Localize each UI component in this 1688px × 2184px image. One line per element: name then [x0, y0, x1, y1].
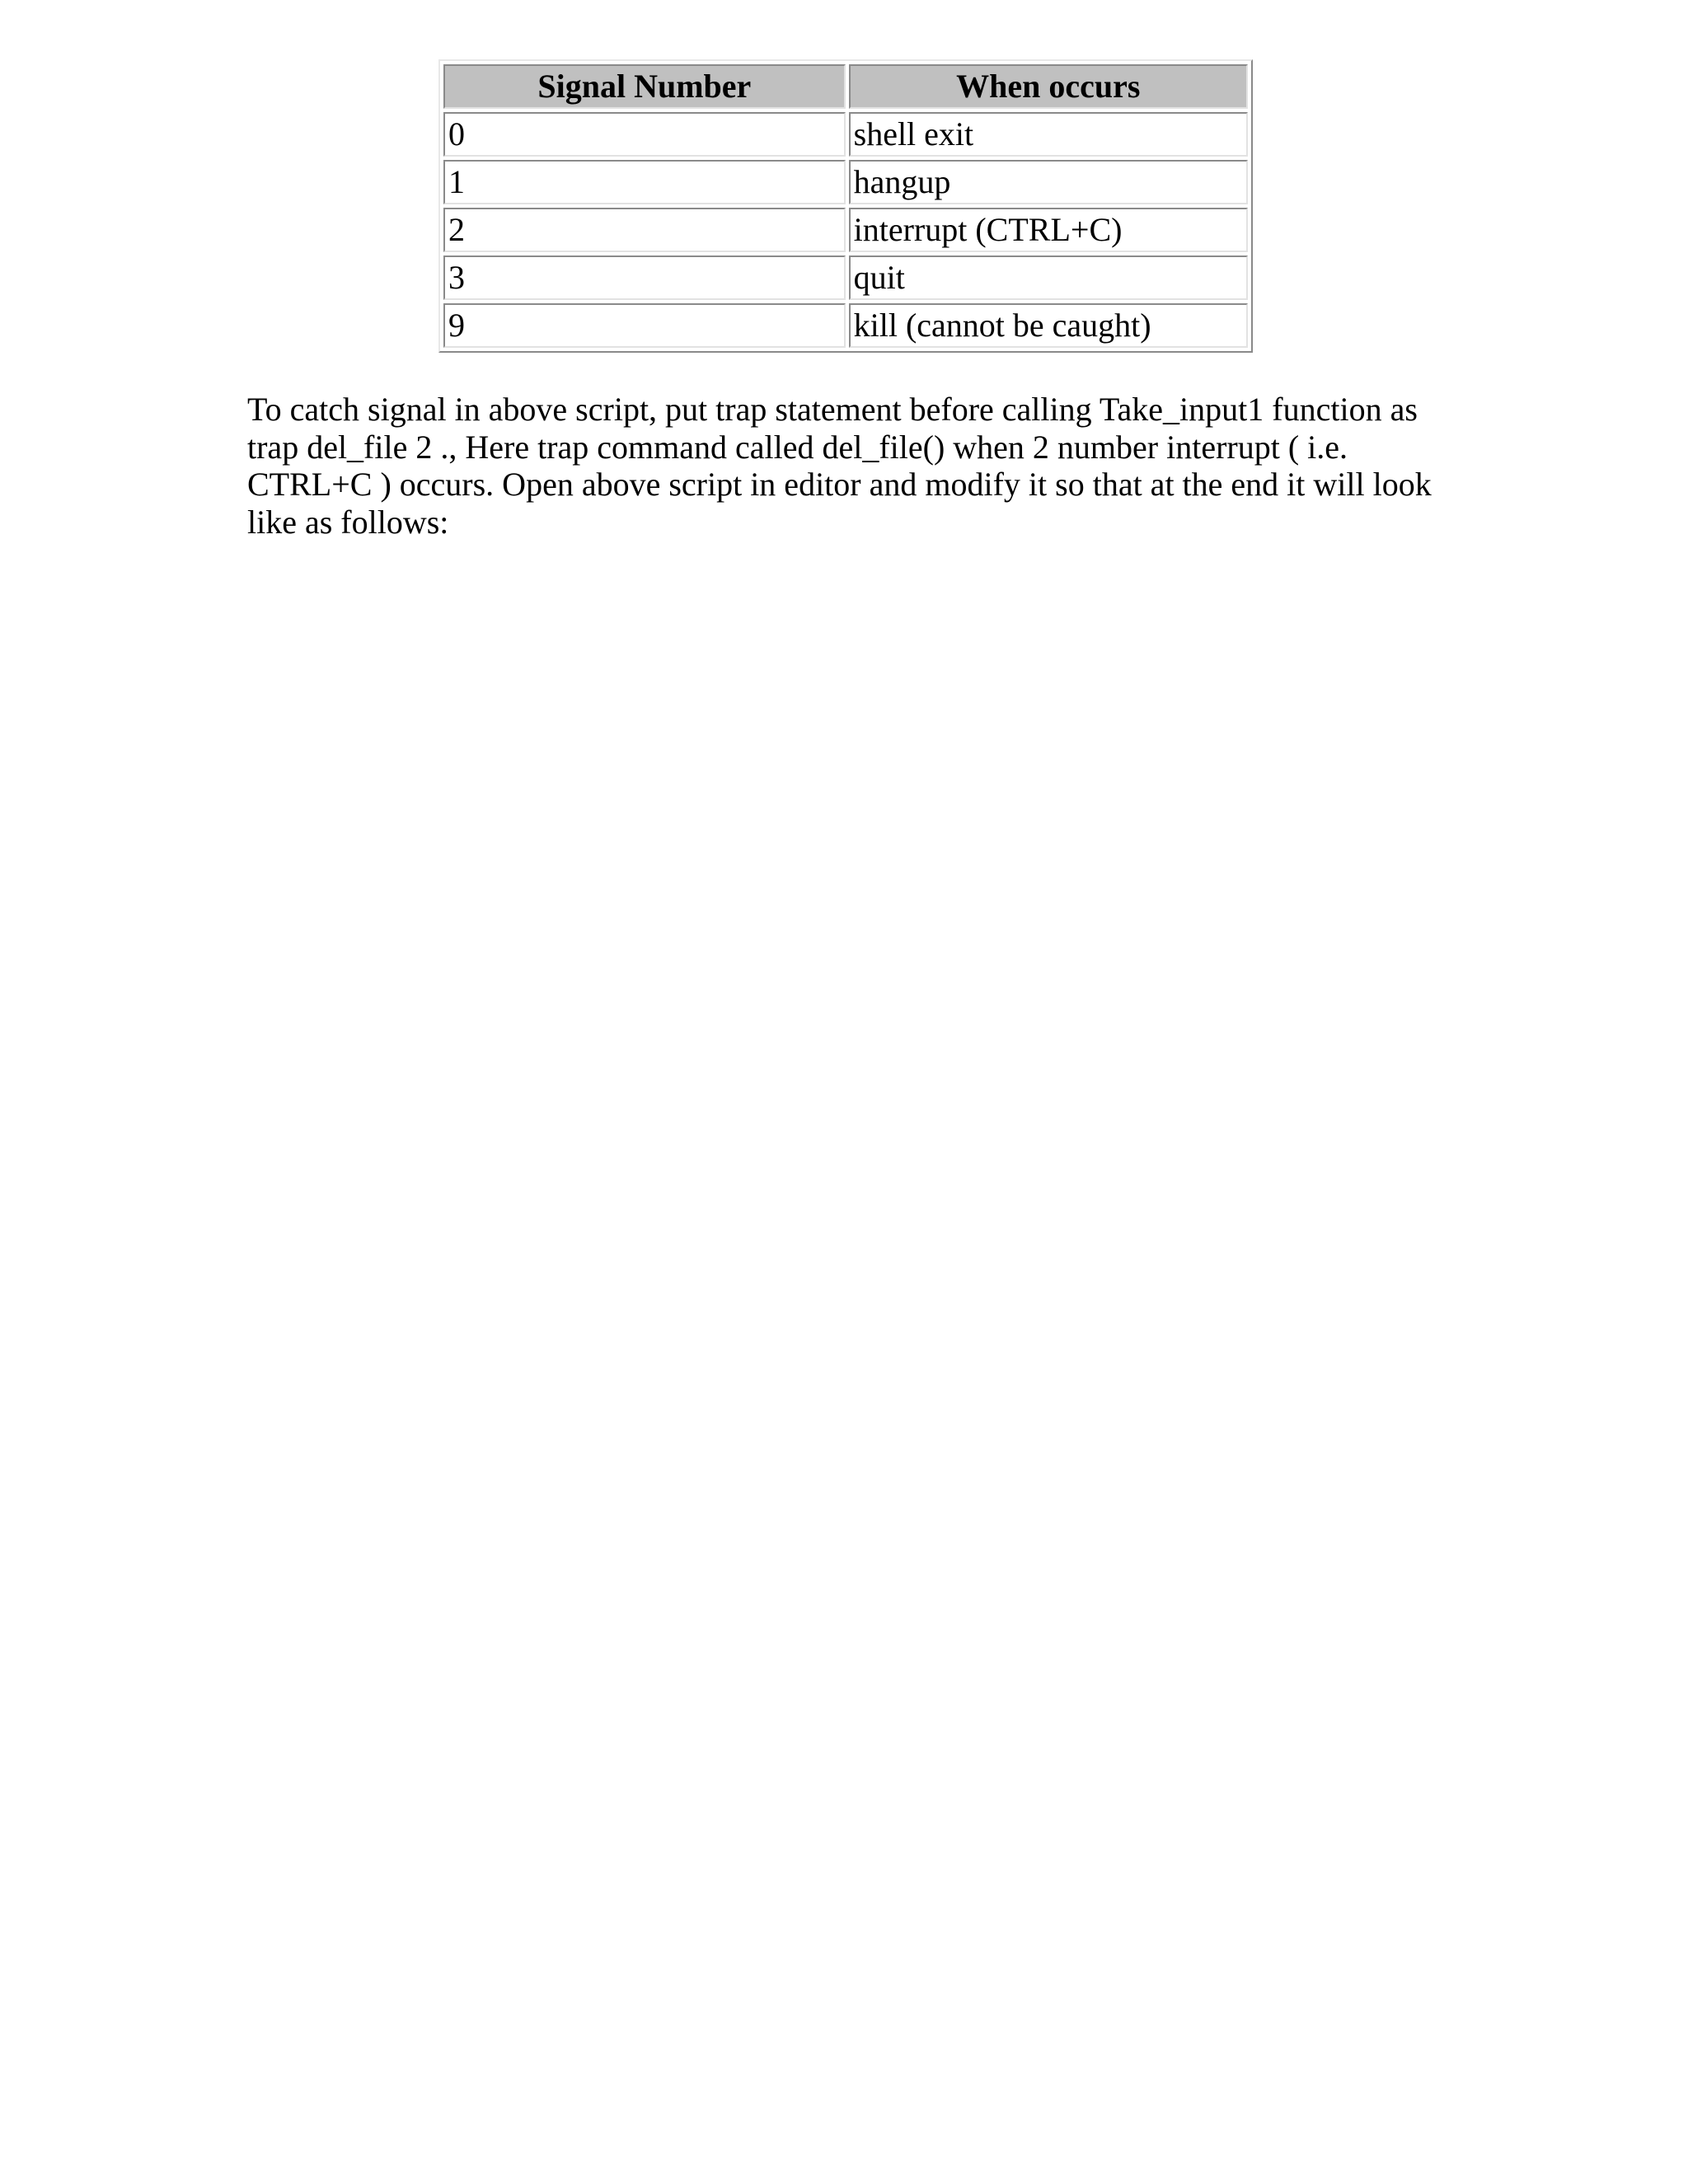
signal-table — [438, 59, 1253, 353]
paragraph-line: like as follows: — [247, 503, 449, 541]
signal-number-cell: 9 — [443, 303, 846, 348]
when-occurs-cell: interrupt (CTRL+C) — [849, 208, 1248, 252]
when-occurs-cell: shell exit — [849, 112, 1248, 157]
when-occurs-cell: hangup — [849, 160, 1248, 204]
when-occurs-cell: quit — [849, 255, 1248, 300]
table-row — [443, 208, 1248, 252]
paragraph-line: CTRL+C ) occurs. Open above script in editor and modify it so that at the end it will look — [247, 466, 1432, 503]
body-paragraph — [247, 391, 1467, 541]
table-row — [443, 303, 1248, 348]
table-row — [443, 112, 1248, 157]
table-header-row — [443, 64, 1248, 109]
paragraph-line: To catch signal in above script, put trap statement before calling Take_input1 function as — [247, 391, 1418, 428]
paragraph-line: trap del_file 2 ., Here trap command called del_file() when 2 number interrupt ( i.e. — [247, 428, 1348, 466]
table-row — [443, 255, 1248, 300]
table-row — [443, 160, 1248, 204]
signal-number-cell: 2 — [443, 208, 846, 252]
signal-number-cell: 0 — [443, 112, 846, 157]
header-when-occurs: When occurs — [849, 64, 1248, 109]
signal-number-cell: 1 — [443, 160, 846, 204]
when-occurs-cell: kill (cannot be caught) — [849, 303, 1248, 348]
signal-number-cell: 3 — [443, 255, 846, 300]
header-signal-number: Signal Number — [443, 64, 846, 109]
